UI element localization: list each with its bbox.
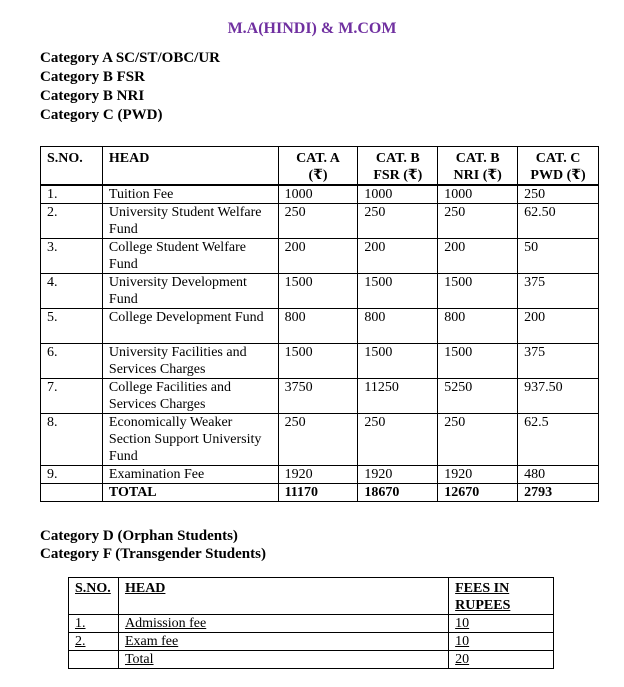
cell-sno: 4.: [41, 274, 103, 309]
cell-head: College Student Welfare Fund: [102, 239, 278, 274]
table-row: [41, 414, 599, 466]
category-line: Category F (Transgender Students): [40, 546, 266, 562]
header-cat-c: CAT. C PWD (₹): [518, 147, 599, 186]
cell-head: College Facilities and Services Charges: [102, 379, 278, 414]
cell-cat-c: 2793: [518, 484, 599, 502]
table-row: [41, 239, 599, 274]
table-row: [69, 615, 554, 633]
cell-cat-a: 11170: [278, 484, 358, 502]
header-sno: S.NO.: [41, 147, 103, 186]
cell-head: Admission fee: [118, 615, 448, 633]
cell-cat-b-nri: 250: [438, 414, 518, 466]
cell-cat-b-fsr: 1920: [358, 466, 438, 484]
cell-cat-c: 200: [518, 309, 599, 344]
table-header-row: [69, 578, 554, 615]
cell-cat-b-fsr: 1500: [358, 344, 438, 379]
category-line: Category D (Orphan Students): [40, 528, 238, 544]
cell-cat-b-nri: 12670: [438, 484, 518, 502]
fee-structure-table: [40, 146, 599, 502]
cell-cat-c: 375: [518, 274, 599, 309]
header-fees: FEES IN RUPEES: [449, 578, 554, 615]
cell-cat-b-fsr: 1000: [358, 185, 438, 204]
cell-cat-b-nri: 1500: [438, 274, 518, 309]
table-row: [41, 274, 599, 309]
cell-cat-c: 480: [518, 466, 599, 484]
cell-cat-c: 375: [518, 344, 599, 379]
cell-head: Examination Fee: [102, 466, 278, 484]
cell-cat-a: 250: [278, 204, 358, 239]
header-cat-b-fsr: CAT. B FSR (₹): [358, 147, 438, 186]
cell-cat-c: 62.50: [518, 204, 599, 239]
category-line: Category B FSR: [40, 69, 145, 85]
cell-cat-b-fsr: 250: [358, 414, 438, 466]
cell-head: University Student Welfare Fund: [102, 204, 278, 239]
header-sno: S.NO.: [69, 578, 119, 615]
cell-cat-b-fsr: 200: [358, 239, 438, 274]
page-title: M.A(HINDI) & M.COM: [227, 20, 397, 37]
cell-fee: 10: [449, 615, 554, 633]
orphan-transgender-fee-table: [68, 577, 554, 669]
cell-cat-b-fsr: 250: [358, 204, 438, 239]
table-row: [41, 379, 599, 414]
cell-cat-a: 1920: [278, 466, 358, 484]
cell-sno: 5.: [41, 309, 103, 344]
cell-head: Economically Weaker Section Support University Fund: [102, 414, 278, 466]
cell-sno: 2.: [41, 204, 103, 239]
cell-sno: 9.: [41, 466, 103, 484]
cell-cat-a: 200: [278, 239, 358, 274]
cell-head: Total: [118, 651, 448, 669]
cell-cat-a: 3750: [278, 379, 358, 414]
cell-head: University Development Fund: [102, 274, 278, 309]
cell-cat-b-nri: 5250: [438, 379, 518, 414]
cell-cat-c: 250: [518, 185, 599, 204]
header-cat-b-nri: CAT. B NRI (₹): [438, 147, 518, 186]
cell-fee: 10: [449, 633, 554, 651]
cell-sno: 1.: [69, 615, 119, 633]
cell-sno: 7.: [41, 379, 103, 414]
cell-cat-a: 1500: [278, 344, 358, 379]
cell-cat-a: 250: [278, 414, 358, 466]
table-row: [41, 185, 599, 204]
cell-cat-c: 937.50: [518, 379, 599, 414]
category-list-top: [40, 49, 220, 125]
cell-cat-b-nri: 1920: [438, 466, 518, 484]
cell-cat-b-nri: 800: [438, 309, 518, 344]
cell-head: Tuition Fee: [102, 185, 278, 204]
cell-cat-b-nri: 1000: [438, 185, 518, 204]
cell-cat-c: 50: [518, 239, 599, 274]
cell-cat-b-nri: 1500: [438, 344, 518, 379]
cell-sno: 2.: [69, 633, 119, 651]
total-row: [69, 651, 554, 669]
cell-cat-a: 1500: [278, 274, 358, 309]
cell-sno: 6.: [41, 344, 103, 379]
table-row: [41, 466, 599, 484]
cell-cat-b-fsr: 800: [358, 309, 438, 344]
table-row: [69, 633, 554, 651]
total-row: [41, 484, 599, 502]
cell-cat-b-nri: 250: [438, 204, 518, 239]
cell-sno: 3.: [41, 239, 103, 274]
category-line: Category B NRI: [40, 88, 145, 104]
cell-cat-a: 800: [278, 309, 358, 344]
cell-head: College Development Fund: [102, 309, 278, 344]
cell-head: University Facilities and Services Charges: [102, 344, 278, 379]
cell-sno: [41, 484, 103, 502]
table-row: [41, 204, 599, 239]
header-head: HEAD: [118, 578, 448, 615]
category-line: Category C (PWD): [40, 107, 163, 123]
cell-cat-b-fsr: 18670: [358, 484, 438, 502]
cell-sno: [69, 651, 119, 669]
cell-sno: 8.: [41, 414, 103, 466]
cell-cat-b-nri: 200: [438, 239, 518, 274]
cell-cat-b-fsr: 11250: [358, 379, 438, 414]
cell-cat-a: 1000: [278, 185, 358, 204]
cell-fee: 20: [449, 651, 554, 669]
table-header-row: [41, 147, 599, 186]
cell-cat-c: 62.5: [518, 414, 599, 466]
cell-head: TOTAL: [102, 484, 278, 502]
cell-sno: 1.: [41, 185, 103, 204]
cell-head: Exam fee: [118, 633, 448, 651]
table-row: [41, 309, 599, 344]
table-row: [41, 344, 599, 379]
category-line: Category A SC/ST/OBC/UR: [40, 50, 221, 66]
category-list-bottom: [40, 527, 266, 563]
header-head: HEAD: [102, 147, 278, 186]
header-cat-a: CAT. A (₹): [278, 147, 358, 186]
cell-cat-b-fsr: 1500: [358, 274, 438, 309]
